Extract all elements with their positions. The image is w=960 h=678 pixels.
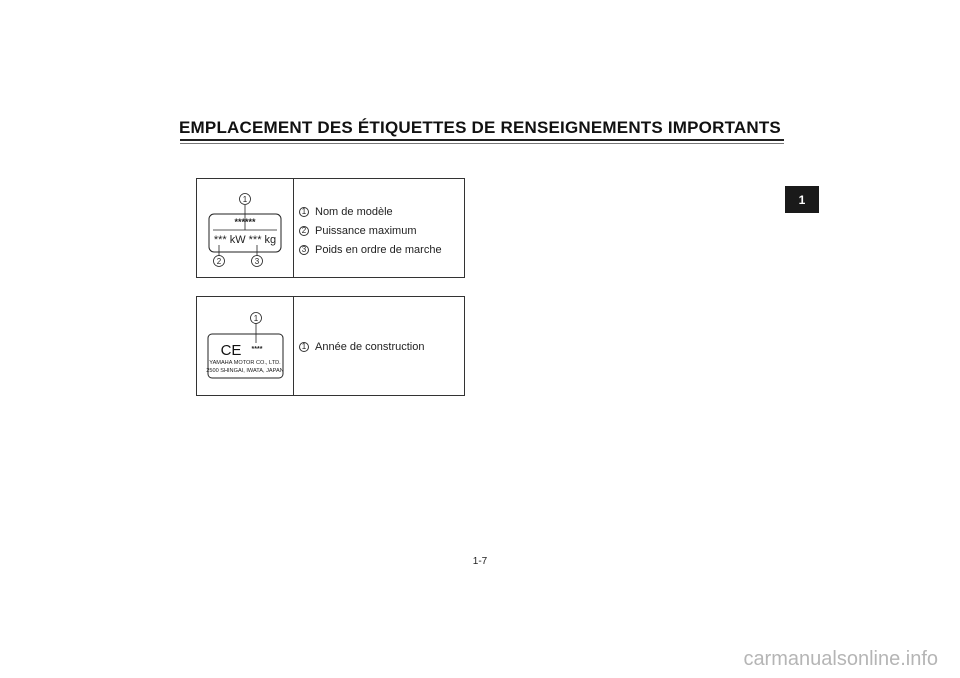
model-stars: ****** bbox=[234, 217, 256, 227]
box-divider bbox=[293, 297, 294, 395]
power-weight-spec: *** kW *** kg bbox=[213, 234, 277, 246]
legend-text: Nom de modèle bbox=[315, 206, 393, 218]
chapter-tab[interactable]: 1 bbox=[785, 186, 819, 213]
year-stars: **** bbox=[251, 346, 263, 353]
legend-item bbox=[299, 341, 424, 353]
legend-item bbox=[299, 206, 393, 218]
title-rule bbox=[180, 139, 784, 141]
watermark[interactable]: carmanualsonline.info bbox=[743, 648, 938, 670]
model-label-illustration bbox=[197, 179, 293, 277]
box-divider bbox=[293, 179, 294, 277]
callout-3: 3 bbox=[254, 257, 260, 266]
callout-1: 1 bbox=[242, 195, 248, 204]
legend-item bbox=[299, 225, 416, 237]
maker-name: YAMAHA MOTOR CO., LTD. bbox=[209, 360, 281, 366]
ce-mark: CE bbox=[220, 342, 242, 359]
maker-address: 2500 SHINGAI, IWATA, JAPAN bbox=[206, 368, 284, 374]
title-rule-secondary bbox=[180, 143, 784, 144]
legend-number: 1 bbox=[299, 342, 309, 352]
legend-number: 2 bbox=[299, 226, 309, 236]
page-title: EMPLACEMENT DES ÉTIQUETTES DE RENSEIGNEMENTS IMPORTANTS bbox=[179, 118, 781, 137]
callout-1: 1 bbox=[253, 314, 259, 323]
legend-text: Puissance maximum bbox=[315, 225, 417, 237]
page-number: 1-7 bbox=[472, 556, 488, 567]
legend-item bbox=[299, 244, 442, 256]
callout-2: 2 bbox=[216, 257, 222, 266]
legend-number: 3 bbox=[299, 245, 309, 255]
legend-text: Poids en ordre de marche bbox=[315, 244, 442, 256]
legend-text: Année de construction bbox=[315, 341, 425, 353]
ce-label-illustration bbox=[197, 297, 293, 395]
ce-label-figure bbox=[196, 296, 465, 396]
legend-number: 1 bbox=[299, 207, 309, 217]
model-label-figure bbox=[196, 178, 465, 278]
